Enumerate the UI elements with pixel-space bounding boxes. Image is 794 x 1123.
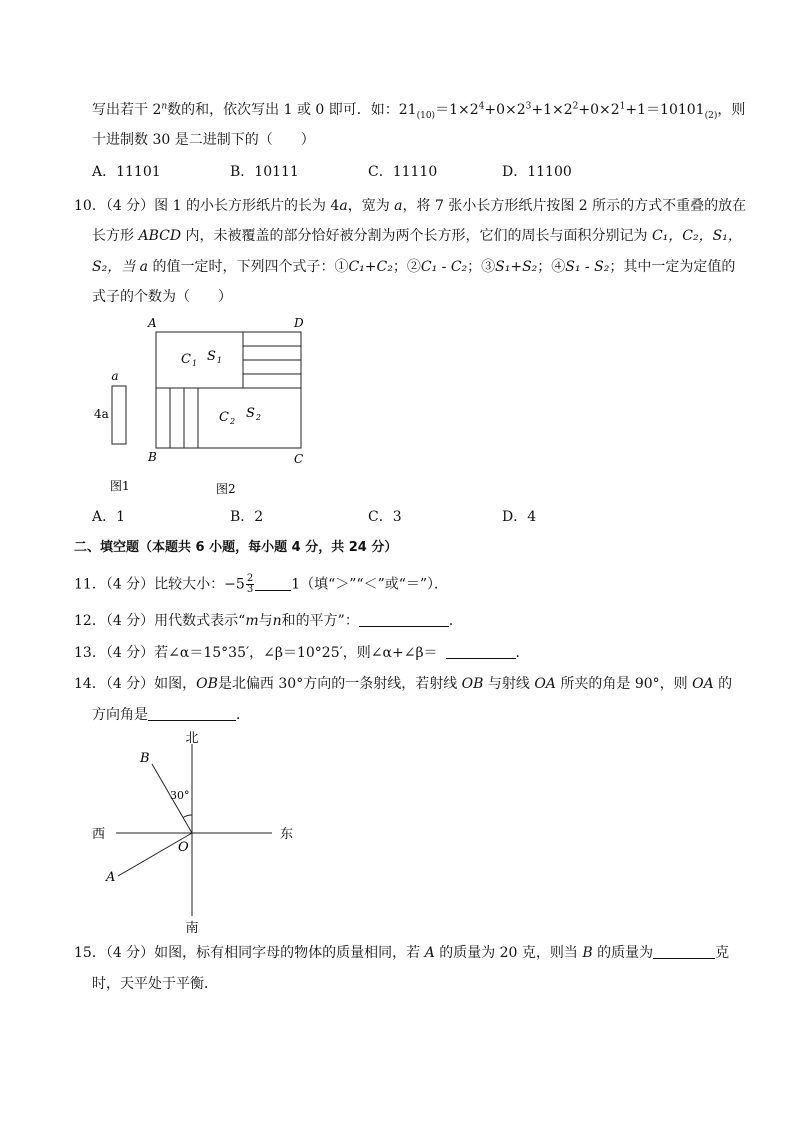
q12-text: 和的平方”： — [281, 613, 359, 629]
fig1-caption: 图1 — [110, 479, 130, 493]
angle-arc — [183, 815, 192, 818]
q9-option-d[interactable]: D．11100 — [502, 164, 572, 180]
q9-option-c[interactable]: C．11110 — [368, 164, 438, 180]
q11-text: 11．（4 分）比较大小： — [74, 576, 225, 593]
q13-line — [74, 643, 530, 663]
q15-text: 的质量为 20 克，则当 — [434, 945, 583, 961]
fig1-rect — [112, 386, 126, 444]
q9-text: +0×2 — [484, 102, 526, 118]
q9-sub: (2) — [704, 110, 718, 121]
fig2-label-a: A — [148, 316, 157, 330]
q9-text: +1×2 — [531, 102, 573, 118]
compass-south-label: 南 — [185, 921, 199, 936]
q10-text: 的值一定时，下列四个式子：① — [148, 259, 349, 275]
fig2-c1-label: $C_1$ — [181, 352, 198, 368]
compass-west-label: 西 — [92, 827, 106, 842]
q10-var: a — [394, 198, 403, 214]
q10-line2 — [92, 226, 742, 246]
q9-text: +0×2 — [578, 102, 620, 118]
q14-text: 方向角是 — [92, 707, 148, 723]
q13-text: ． — [515, 645, 530, 661]
q10-text: ；其中一定为定值的 — [609, 259, 736, 275]
q9-line1 — [92, 100, 745, 120]
q14-answer-blank[interactable] — [148, 706, 236, 721]
q10-var: ABCD — [138, 228, 182, 244]
q9-text: +1＝10101 — [625, 102, 705, 118]
q10-text: ，将 7 张小长方形纸片按图 2 所示的方式不重叠的放在 — [402, 198, 747, 214]
fig2-s2-label: $S_2$ — [246, 406, 261, 422]
q11-numerator: 2 — [246, 573, 254, 584]
q10-option-a[interactable]: A．1 — [92, 509, 126, 525]
q12-text: ． — [448, 613, 463, 629]
point-o-label: O — [178, 840, 189, 855]
q10-var: C₁，C₂，S₁， — [651, 228, 742, 244]
q14-compass-figure — [88, 728, 308, 938]
q14-var: OB — [461, 676, 484, 692]
q10-figure — [88, 310, 328, 500]
q15-var: A — [424, 945, 435, 961]
q10-line3 — [92, 257, 735, 277]
q10-var: a — [139, 259, 149, 275]
fig2-label-d: D — [294, 316, 304, 330]
q14-text: 所夹的角是 90°，则 — [555, 676, 693, 692]
q10-line1 — [74, 196, 746, 216]
q10-option-c[interactable]: C．3 — [368, 509, 402, 525]
q10-text: ，宽为 — [347, 198, 395, 214]
q10-expr: S₁+S₂ — [495, 259, 538, 275]
q9-sup: 2 — [572, 101, 579, 112]
q10-expr: C₁ - C₂ — [420, 259, 468, 275]
q9-sup: 3 — [525, 101, 532, 112]
q9-sub: (10) — [416, 110, 436, 121]
q11-answer-blank[interactable] — [255, 576, 291, 591]
point-b-label: B — [140, 751, 150, 766]
q10-line4: 式子的个数为（ ） — [92, 289, 232, 305]
q10-text: 内，未被覆盖的部分恰好被分割为两个长方形，它们的周长与面积分别记为 — [181, 228, 652, 244]
q10-text: S₂，当 — [92, 259, 140, 275]
q10-text: ；② — [392, 259, 421, 275]
q11-text: 1（填“＞”“＜”或“＝”）． — [291, 576, 449, 593]
compass-east-label: 东 — [280, 827, 294, 842]
q15-line1 — [74, 943, 729, 963]
fig1-side-label: 4a — [94, 407, 109, 421]
angle-label: 30° — [170, 789, 190, 802]
fig2-s1-label: $S_1$ — [207, 349, 222, 365]
q10-option-d[interactable]: D．4 — [502, 509, 537, 525]
q10-text: 10．（4 分）图 1 的小长方形纸片的长为 4 — [74, 198, 340, 214]
q9-sup: 1 — [619, 101, 626, 112]
q15-text: 克 — [715, 945, 730, 961]
q12-text: 与 — [258, 613, 273, 629]
q12-var: n — [272, 613, 282, 629]
q14-var: OA — [692, 676, 714, 692]
q9-sup: n — [161, 101, 168, 112]
q14-text: ． — [236, 707, 250, 723]
section-heading: 二、填空题（本题共 6 小题，每小题 4 分，共 24 分） — [74, 540, 398, 555]
q9-option-a[interactable]: A．11101 — [92, 164, 161, 180]
point-a-label: A — [106, 870, 116, 885]
q12-line — [74, 611, 463, 631]
q11-fraction — [246, 574, 254, 595]
q10-expr: S₁ - S₂ — [565, 259, 610, 275]
q9-option-b[interactable]: B．10111 — [230, 164, 299, 180]
q15-text: 15．（4 分）如图，标有相同字母的物体的质量相同，若 — [74, 945, 425, 961]
fig1-top-label: a — [111, 369, 119, 383]
q14-var: OB — [196, 676, 218, 692]
q13-text: 13．（4 分）若∠α＝15°35′，∠β＝10°25′，则∠α+∠β＝ — [74, 645, 438, 661]
q10-text: 长方形 — [92, 228, 139, 244]
fig2-outer-rect — [156, 332, 301, 448]
q9-sup: 4 — [478, 101, 485, 112]
q12-text: 12．（4 分）用代数式表示“ — [74, 613, 246, 629]
q14-text: 是北偏西 30°方向的一条射线，若射线 — [217, 676, 462, 692]
q14-line2 — [92, 705, 250, 725]
q14-line1 — [74, 674, 732, 694]
compass-north-label: 北 — [185, 731, 199, 746]
q13-answer-blank[interactable] — [446, 644, 516, 659]
q10-text: ；③ — [467, 259, 496, 275]
q9-text: 数的和，依次写出 1 或 0 即可．如：21 — [167, 102, 417, 118]
q14-text: 的 — [713, 676, 733, 692]
q11-denominator: 3 — [246, 584, 254, 595]
q15-answer-blank[interactable] — [653, 944, 715, 959]
q12-answer-blank[interactable] — [359, 612, 449, 627]
q15-var: B — [582, 945, 593, 961]
q10-text: ；④ — [537, 259, 566, 275]
q9-line2: 十进制数 30 是二进制下的（ ） — [92, 132, 315, 148]
q10-expr: C₁+C₂ — [348, 259, 393, 275]
q12-var: m — [245, 613, 259, 629]
q9-text: ＝1×2 — [435, 102, 479, 118]
fig2-c2-label: $C_2$ — [219, 410, 236, 426]
fig2-label-b: B — [148, 450, 157, 464]
q9-text: ，则 — [717, 102, 746, 118]
q14-var: OA — [534, 676, 556, 692]
fig2-caption: 图2 — [216, 482, 236, 496]
q9-text: 写出若干 2 — [92, 102, 162, 118]
fig2-region-1 — [156, 332, 243, 388]
q15-text: 的质量为 — [592, 945, 654, 961]
q10-option-b[interactable]: B．2 — [230, 509, 264, 525]
q15-line2: 时，天平处于平衡． — [92, 976, 218, 992]
fig2-label-c: C — [294, 452, 304, 466]
q14-text: 14．（4 分）如图， — [74, 676, 197, 692]
q10-var: a — [339, 198, 348, 214]
q14-text: 与射线 — [483, 676, 535, 692]
q11-whole: −5 — [224, 576, 245, 593]
q11-line — [74, 574, 448, 595]
